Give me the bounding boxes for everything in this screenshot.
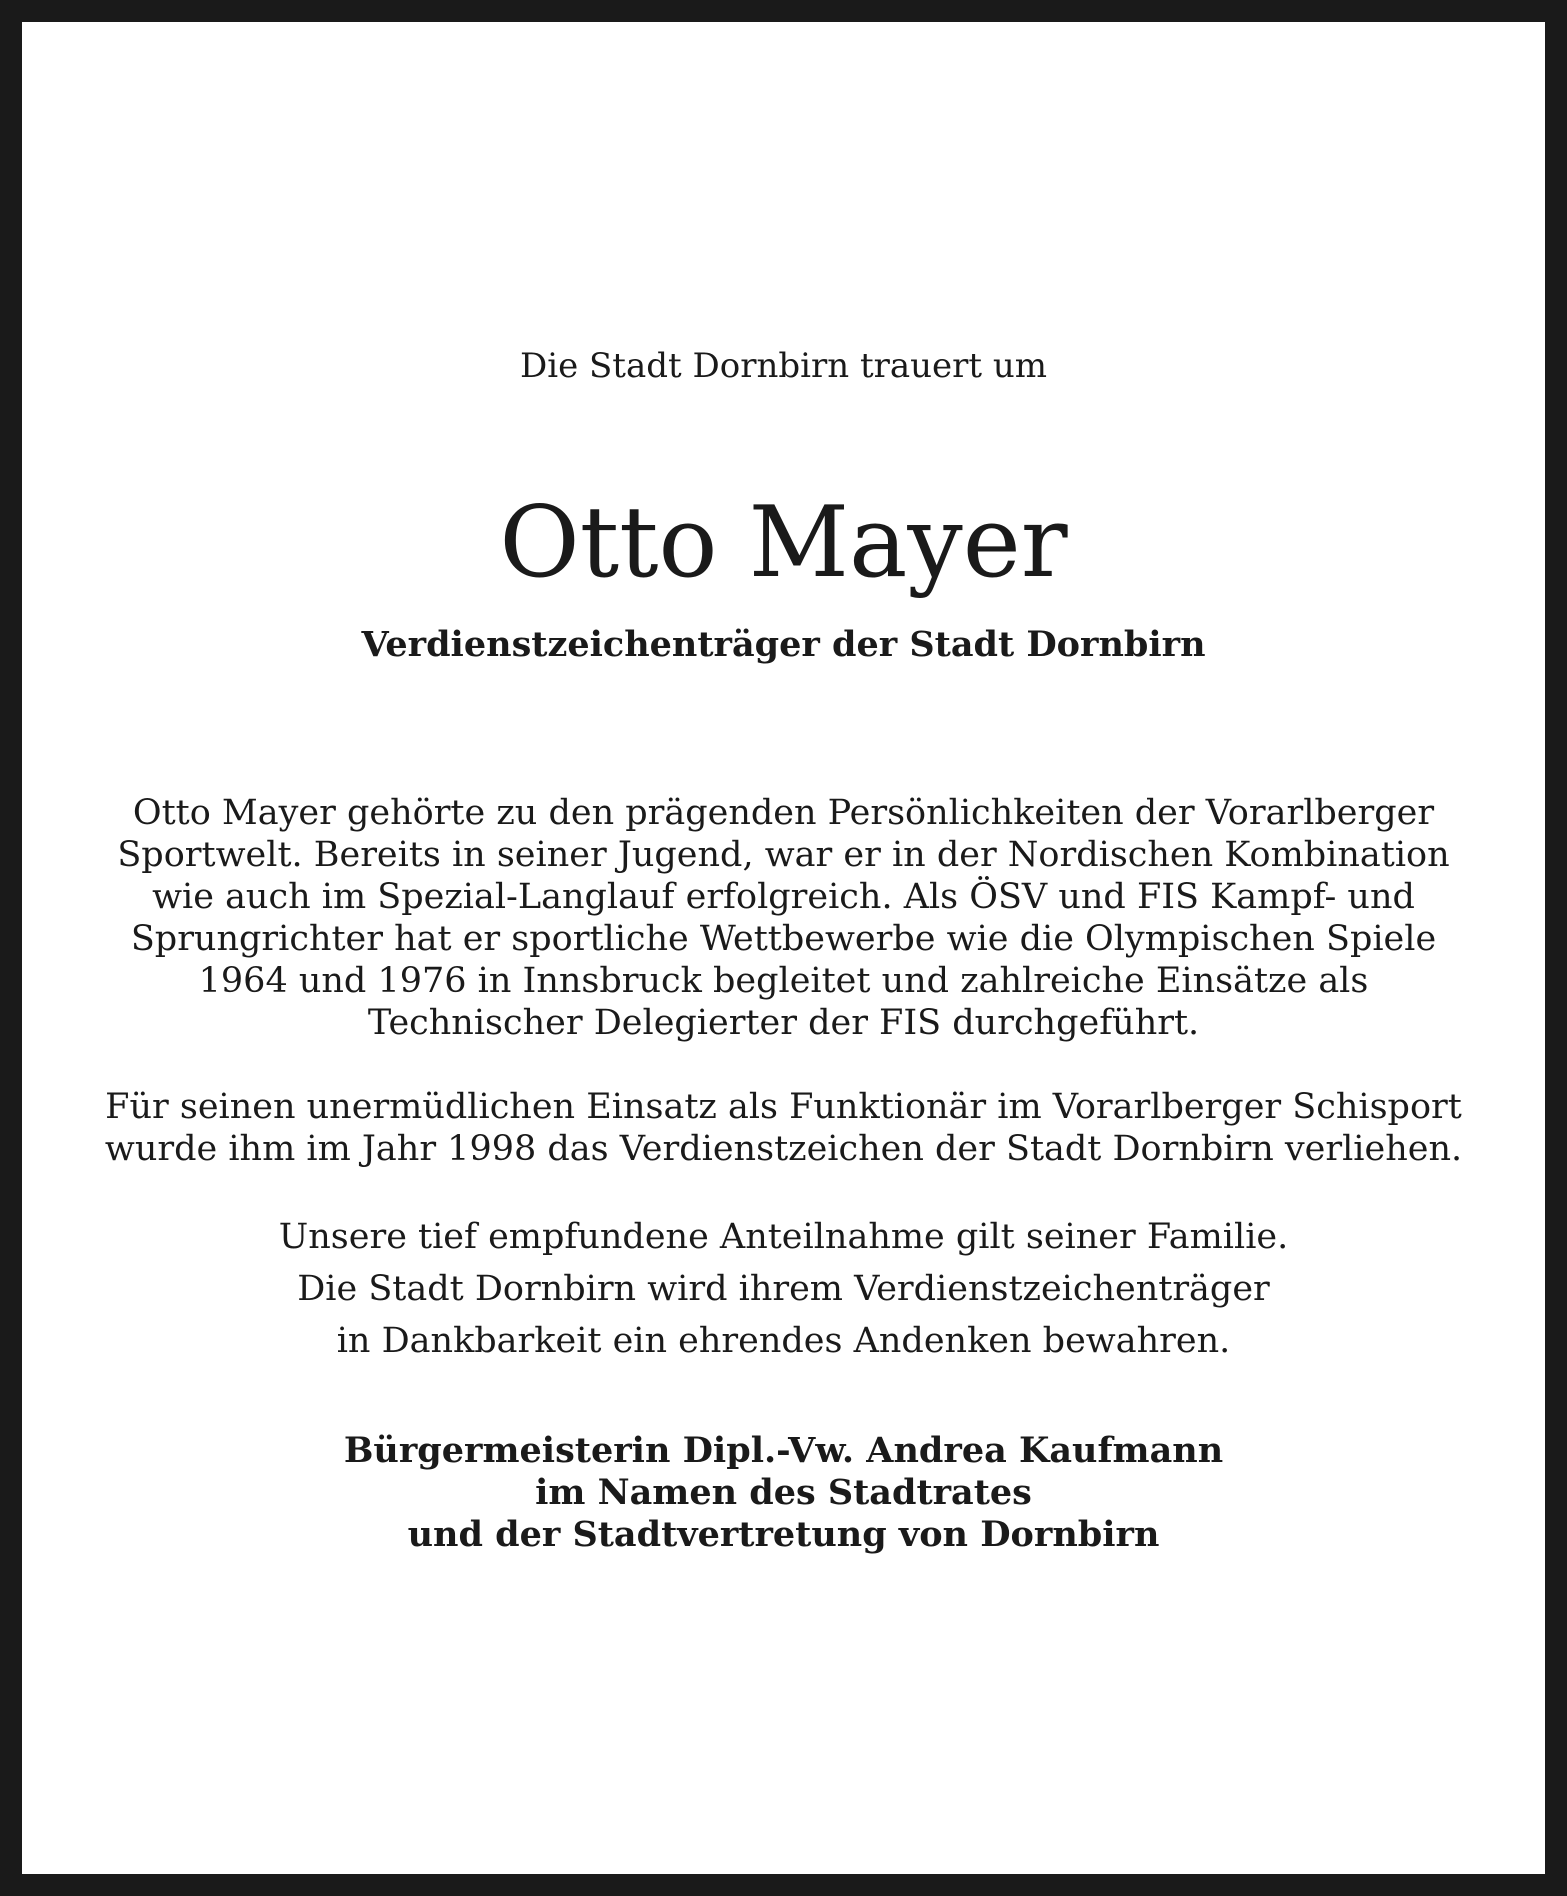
biography-line: Sprungrichter hat er sportliche Wettbewerbe wie die Olympischen Spiele (130, 919, 1437, 959)
biography-paragraph (22, 792, 1545, 1044)
biography-line: Technischer Delegierter der FIS durchgeführt. (367, 1003, 1200, 1043)
condolence-line: Unsere tief empfundene Anteilnahme gilt seiner Familie. (278, 1217, 1289, 1257)
biography-line: Sportwelt. Bereits in seiner Jugend, war er in der Nordischen Kombination (117, 835, 1450, 875)
biography-line: wie auch im Spezial-Langlauf erfolgreich. Als ÖSV und FIS Kampf- und (152, 877, 1415, 917)
signature-line: im Namen des Stadtrates (535, 1472, 1032, 1513)
signature-line: Bürgermeisterin Dipl.-Vw. Andrea Kaufmann (343, 1430, 1224, 1471)
award-line: Für seinen unermüdlichen Einsatz als Funktionär im Vorarlberger Schisport (105, 1087, 1462, 1127)
honor-subtitle: Verdienstzeichenträger der Stadt Dornbirn (361, 624, 1206, 665)
condolence-paragraph (22, 1211, 1545, 1367)
biography-line: 1964 und 1976 in Innsbruck begleitet und zahlreiche Einsätze als (198, 961, 1369, 1001)
award-line: wurde ihm im Jahr 1998 das Verdienstzeichen der Stadt Dornbirn verliehen. (104, 1129, 1463, 1169)
obituary-notice (22, 22, 1545, 1874)
deceased-name: Otto Mayer (499, 486, 1068, 600)
condolence-line: in Dankbarkeit ein ehrendes Andenken bewahren. (336, 1321, 1231, 1361)
award-paragraph (22, 1086, 1545, 1170)
signature-line: und der Stadtvertretung von Dornbirn (407, 1514, 1160, 1555)
intro-line: Die Stadt Dornbirn trauert um (519, 346, 1048, 386)
biography-line: Otto Mayer gehörte zu den prägenden Persönlichkeiten der Vorarlberger (132, 793, 1435, 833)
condolence-line: Die Stadt Dornbirn wird ihrem Verdienstzeichenträger (297, 1269, 1270, 1309)
signature-block (22, 1430, 1545, 1556)
